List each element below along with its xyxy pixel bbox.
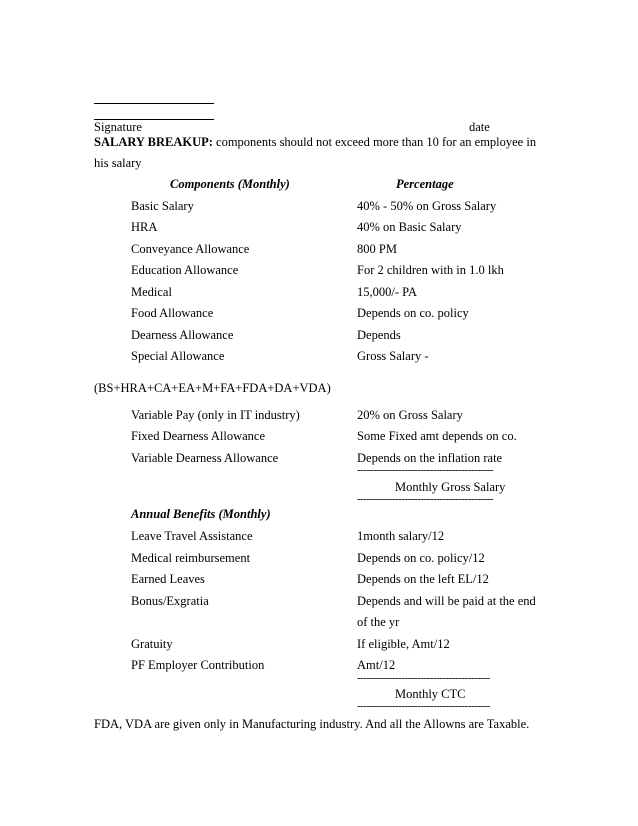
intro-line-2: his salary: [94, 156, 142, 170]
intro-line-1: [94, 136, 536, 149]
row-component: Dearness Allowance: [131, 328, 234, 342]
row-value: Depends on co. policy: [357, 306, 469, 320]
row-component: Special Allowance: [131, 349, 225, 363]
row-value: Some Fixed amt depends on co.: [357, 429, 517, 443]
row-value: Depends: [357, 328, 401, 342]
row-value: 1month salary/12: [357, 529, 445, 543]
row-value: For 2 children with in 1.0 lkh: [357, 263, 504, 277]
separator-line: -------------------------------------------: [357, 493, 494, 505]
separator-line: ------------------------------------------: [357, 672, 490, 684]
row-component: Education Allowance: [131, 263, 239, 277]
bonus-continued: of the yr: [357, 615, 400, 629]
row-value: Depends on the inflation rate: [357, 451, 503, 465]
row-component: Bonus/Exgratia: [131, 594, 209, 608]
row-value: 800 PM: [357, 242, 397, 256]
row-value: Depends on the left EL/12: [357, 572, 489, 586]
row-value: Gross Salary -: [357, 349, 429, 363]
allowance-formula: (BS+HRA+CA+EA+M+FA+FDA+DA+VDA): [94, 381, 331, 395]
row-value: 40% on Basic Salary: [357, 220, 462, 234]
monthly-gross-salary-label: Monthly Gross Salary: [395, 480, 506, 494]
row-component: Earned Leaves: [131, 572, 205, 586]
separator-line: -------------------------------------------: [357, 464, 494, 476]
row-component: Fixed Dearness Allowance: [131, 429, 265, 443]
monthly-ctc-label: Monthly CTC: [395, 687, 466, 701]
percentage-column-header: Percentage: [396, 177, 454, 191]
separator-line: ------------------------------------------: [357, 700, 490, 712]
signature-label: Signature: [94, 120, 142, 134]
date-label: date: [469, 120, 490, 134]
row-component: Gratuity: [131, 637, 173, 651]
salary-breakup-heading: SALARY BREAKUP:: [94, 135, 213, 149]
row-value: 20% on Gross Salary: [357, 408, 463, 422]
row-component: Leave Travel Assistance: [131, 529, 253, 543]
row-component: HRA: [131, 220, 158, 234]
annual-benefits-heading: Annual Benefits (Monthly): [131, 507, 271, 521]
row-component: Medical reimbursement: [131, 551, 251, 565]
row-component: Conveyance Allowance: [131, 242, 250, 256]
components-column-header: Components (Monthly): [170, 177, 290, 191]
row-value: If eligible, Amt/12: [357, 637, 450, 651]
row-value: Depends on co. policy/12: [357, 551, 485, 565]
row-component: PF Employer Contribution: [131, 658, 265, 672]
row-component: Basic Salary: [131, 199, 194, 213]
row-value: 40% - 50% on Gross Salary: [357, 199, 497, 213]
signature-line-1: [94, 103, 214, 104]
row-value: 15,000/- PA: [357, 285, 417, 299]
row-component: Medical: [131, 285, 172, 299]
row-value: Depends and will be paid at the end: [357, 594, 536, 608]
row-value: Amt/12: [357, 658, 396, 672]
intro-text: components should not exceed more than 10 for an employee in: [212, 135, 537, 149]
row-component: Variable Pay (only in IT industry): [131, 408, 300, 422]
row-component: Food Allowance: [131, 306, 214, 320]
row-component: Variable Dearness Allowance: [131, 451, 279, 465]
footer-note: FDA, VDA are given only in Manufacturing industry. And all the Allowns are Taxable.: [94, 717, 530, 731]
